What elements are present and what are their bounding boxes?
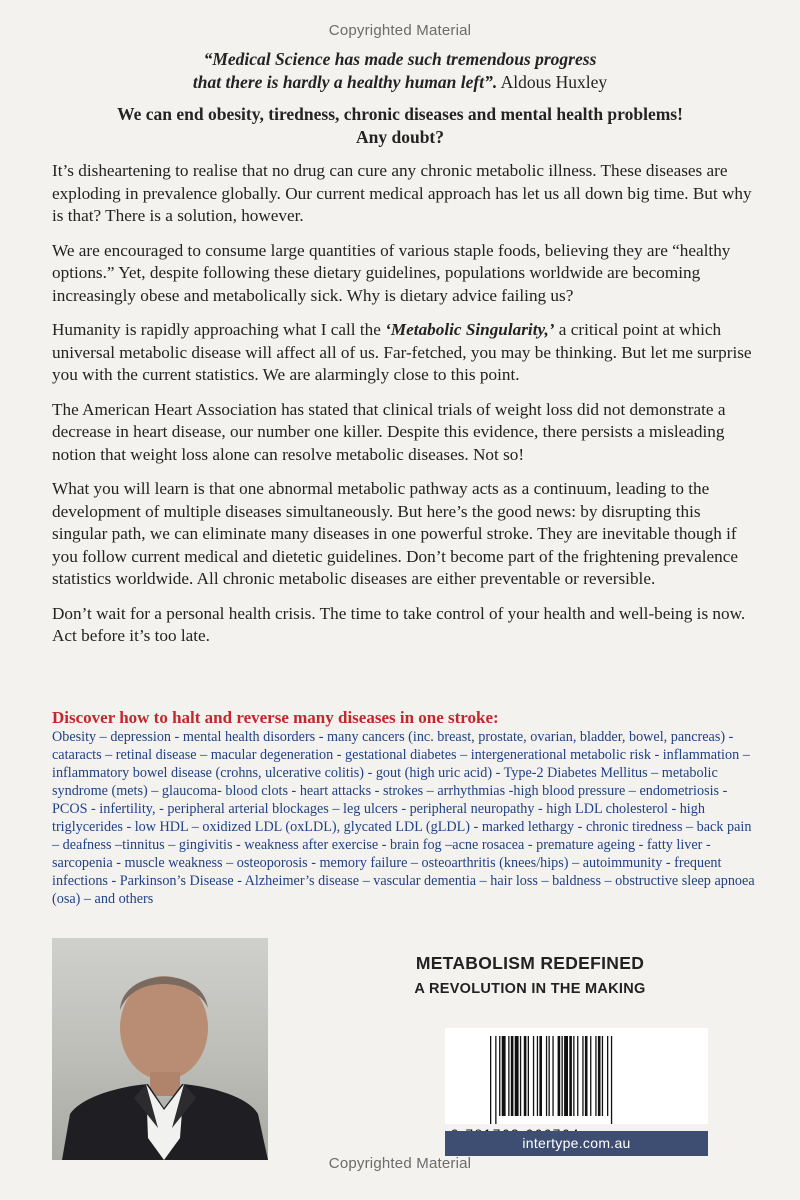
disease-section-heading: Discover how to halt and reverse many diseases in one stroke: [52,708,499,727]
headline-line-2: Any doubt? [355,127,445,147]
paragraph-4: The American Heart Association has stated that clinical trials of weight loss did not demonstrate a decrease in heart disease, our number one killer. Despite this evidence, there persists a misleading notion that weight loss alone can resolve metabolic diseases. Not so! [52,399,726,464]
barcode-bar [607,1036,608,1116]
barcode-bar [490,1036,491,1124]
quote-line-1: “Medical Science has made such tremendous progress [203,49,597,69]
barcode-bar [533,1036,534,1116]
series-subtitle: A REVOLUTION IN THE MAKING [414,981,646,997]
barcode-bar [495,1036,496,1124]
barcode-bar [577,1036,578,1116]
barcode-bar [569,1036,572,1116]
barcode-bar [546,1036,547,1116]
barcode-bar [499,1036,500,1116]
barcode-bar [515,1036,519,1116]
barcode-bar [595,1036,596,1116]
barcode-bar [524,1036,527,1116]
barcode-bar [539,1036,542,1116]
barcode-bar [582,1036,583,1116]
barcode-bar [562,1036,563,1116]
barcode-bar [552,1036,553,1116]
paragraph-3-before: Humanity is rapidly approaching what I call the [52,320,386,339]
series-title: METABOLISM REDEFINED [415,953,645,973]
barcode-bar [573,1036,574,1116]
barcode-icon [490,1036,660,1124]
publisher-website[interactable]: intertype.com.au [445,1131,708,1156]
barcode-bar [549,1036,550,1116]
paragraph-2: We are encouraged to consume large quantities of various staple foods, believing they are “healthy options.” Yet, despite following these dietary guidelines, populations worldwide are becoming increasingly obese and metabolically sick. Why is dietary advice failing us? [52,240,731,305]
barcode-bar [508,1036,509,1116]
barcode-bar [502,1036,506,1116]
copyright-watermark-bottom: Copyrighted Material [328,1155,472,1172]
paragraph-5: What you will learn is that one abnormal metabolic pathway acts as a continuum, leading to the development of multiple diseases simultaneously. But here’s the good news: by disrupting this singular path, we can eliminate many diseases in one powerful stroke. They are inevitable though if you follow current medical and dietetic guidelines. Don’t become part of the frightening prevalence statistics worldwide. All chronic metabolic diseases are either preventable or reversible. [52,479,738,588]
epigraph-quote [0,48,800,94]
metabolic-singularity-term: ‘Metabolic Singularity,’ [385,320,555,339]
paragraph-3 [52,319,757,387]
quote-author: Aldous Huxley [500,72,608,92]
barcode-bar [520,1036,521,1116]
paragraph-1: It’s disheartening to realise that no drug can cure any chronic metabolic illness. These diseases are exploding in prevalence globally. Our current medical approach has let us all down big time. But why is that? There is a solution, however. [52,161,752,225]
paragraph-3-after: a critical point at which universal metabolic disease will affect all of us. Far-fetched, you may be thinking. But let me surprise you with the current statistics. We are alarmingly close to this point. [52,320,752,384]
barcode-bar [511,1036,514,1116]
barcode-bar [602,1036,603,1116]
quote-line-2-wrap [0,71,800,94]
headline-line-1: We can end obesity, tiredness, chronic diseases and mental health problems! [117,104,683,124]
quote-line-2: that there is hardly a healthy human left”. [192,72,498,92]
barcode-bar [590,1036,591,1116]
copyright-watermark-top: Copyrighted Material [328,22,472,39]
barcode-bar [611,1036,612,1124]
isbn-barcode [445,1028,708,1124]
paragraph-6: Don’t wait for a personal health crisis. The time to take control of your health and well-being is now. Act before it’s too late. [52,603,746,645]
barcode-bar [598,1036,601,1116]
barcode-bar [585,1036,588,1116]
headline [0,103,800,149]
author-photo [52,938,268,1160]
disease-section [52,708,757,908]
barcode-bar [537,1036,538,1116]
barcode-bar [528,1036,529,1116]
barcode-bar [564,1036,568,1116]
author-portrait-illustration [52,938,268,1160]
barcode-bar [558,1036,561,1116]
disease-list: Obesity – depression - mental health disorders - many cancers (inc. breast, prostate, ovarian, bladder, bowel, pancreas) -cataracts – retinal disease – macular degeneration - gestational diabetes – intergenerational metabolic risk - inflammation – inflammatory bowel disease (crohns, ulcerative colitis) - gout (high uric acid) - Type-2 Diabetes Mellitus – metabolic syndrome (mets) – glaucoma- blood clots - heart attacks - strokes – arrhythmias -high blood pressure – endometriosis - PCOS - infertility, - peripheral arterial blockages – leg ulcers - peripheral neuropathy - high LDL cholesterol - high triglycerides - low HDL – oxidized LDL (oxLDL), glycated LDL (gLDL) - marked lethargy - chronic tiredness – back pain – deafness –tinnitus – gingivitis - weakness after exercise - brain fog –acne rosacea - premature ageing - fatty liver - sarcopenia - muscle weakness – osteoporosis - memory failure – osteoarthritis (knees/hips) – autoimmunity - frequent infections - Parkinson’s Disease - Alzheimer’s disease – vascular dementia – hair loss – baldness – obstructive sleep apnoea (osa) – and others [52,729,755,907]
blurb-body [52,160,757,660]
